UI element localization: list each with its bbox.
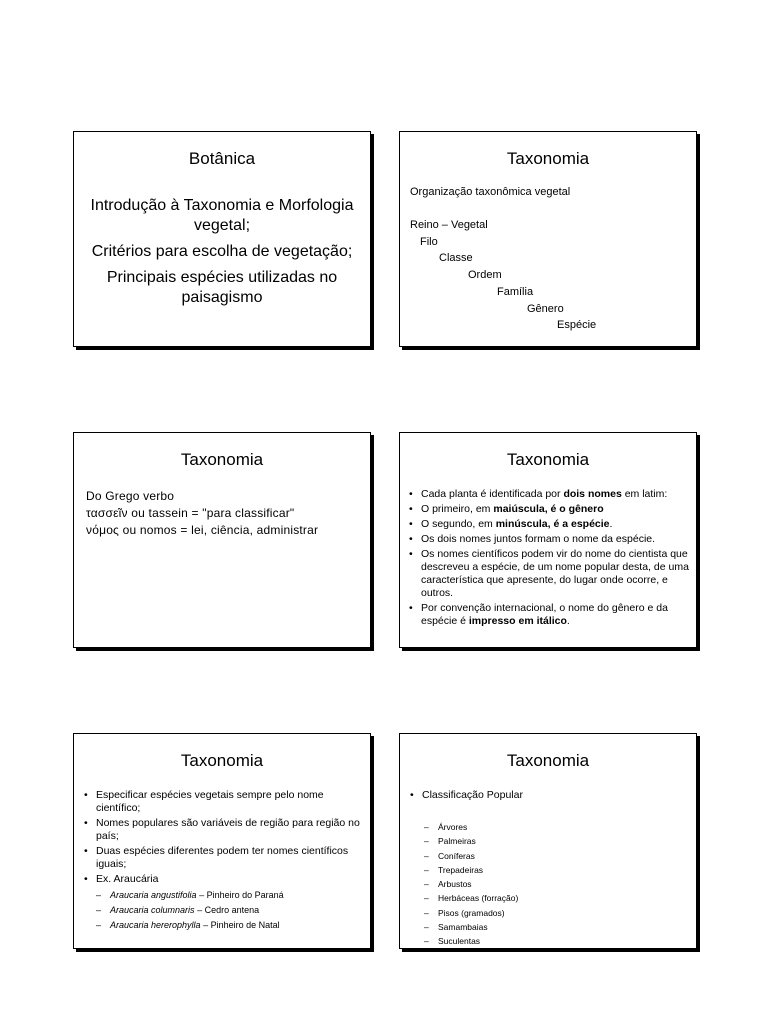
bullet-icon: • — [84, 845, 88, 857]
taxonomy-level: Ordem — [468, 269, 502, 281]
list-item: • O primeiro, em maiúscula, é o gênero — [409, 503, 604, 515]
category-item: – Palmeiras — [424, 834, 518, 848]
list-item: • Classificação Popular — [410, 789, 523, 801]
etymology-line: τασσεῖν ou tassein = "para classificar" — [86, 506, 295, 520]
intro-topics — [82, 196, 362, 314]
example-item: – Araucaria columnaris – Cedro antena — [96, 903, 362, 918]
etymology-line: Do Grego verbo — [86, 489, 175, 503]
list-item: • Cada planta é identificada por dois nomes em latim: — [409, 488, 668, 500]
slide-subtitle: Organização taxonômica vegetal — [410, 186, 571, 198]
dash-icon: – — [424, 879, 429, 890]
slide-etymology — [73, 432, 371, 648]
taxonomy-level: Família — [497, 286, 534, 298]
category-item: – Suculentas — [424, 934, 518, 948]
points-list — [84, 789, 362, 935]
taxonomy-level: Reino – Vegetal — [410, 219, 488, 231]
list-item: • Nomes populares são variáveis de região para região no país; — [84, 817, 360, 842]
bullet-icon: • — [84, 789, 88, 801]
dash-icon: – — [96, 905, 102, 915]
dash-icon: – — [424, 907, 429, 918]
dash-icon: – — [424, 850, 429, 861]
list-item: • Por convenção internacional, o nome do gênero e da espécie é impresso em itálico. — [409, 602, 668, 627]
slide-binomial-rules — [399, 432, 697, 648]
list-item: • Duas espécies diferentes podem ter nomes científicos iguais; — [84, 845, 349, 870]
heading-list — [410, 789, 688, 804]
bullet-icon: • — [409, 533, 413, 545]
slide-botanica — [73, 131, 371, 347]
slide-title: Botânica — [188, 149, 256, 168]
dash-icon: – — [424, 893, 429, 904]
etymology-text — [86, 488, 318, 539]
bullet-icon: • — [409, 503, 413, 515]
topic-line: Critérios para escolha de vegetação; — [91, 243, 353, 260]
category-item: – Samambaias — [424, 920, 518, 934]
dash-icon: – — [96, 890, 102, 900]
bullet-icon: • — [410, 789, 414, 801]
dash-icon: – — [424, 922, 429, 933]
list-item: • Especificar espécies vegetais sempre pelo nome científico; — [84, 789, 324, 814]
example-item: – Araucaria hererophylla – Pinheiro de Natal — [96, 918, 362, 933]
category-item: – Árvores — [424, 820, 518, 834]
example-item: – Araucaria angustifolia – Pinheiro do Paraná — [96, 888, 362, 903]
slide-popular-classification — [399, 733, 697, 949]
taxonomy-level: Filo — [420, 236, 438, 248]
dash-icon: – — [424, 836, 429, 847]
bullet-icon: • — [409, 518, 413, 530]
list-item: • Ex. Araucária – Araucaria angustifolia – Pinheiro do Paraná – Araucaria columnaris – Cedro antena – Araucaria hererophylla – Pinheiro de Natal — [84, 873, 362, 933]
category-item: – Pisos (gramados) — [424, 906, 518, 920]
category-item: – Herbáceas (forração) — [424, 891, 518, 905]
taxonomy-level: Gênero — [527, 303, 564, 315]
topic-line: Principais espécies utilizadas no paisagismo — [106, 269, 338, 306]
dash-icon: – — [424, 936, 429, 947]
slide-title: Taxonomia — [506, 450, 590, 469]
bullet-icon: • — [409, 488, 413, 500]
category-list — [424, 820, 518, 949]
category-item: – Coníferas — [424, 849, 518, 863]
slide-title: Taxonomia — [180, 751, 264, 770]
bullet-icon: • — [84, 873, 88, 885]
slide-scientific-names — [73, 733, 371, 949]
taxonomy-level: Espécie — [557, 319, 597, 331]
example-list — [96, 888, 362, 933]
list-item: • Os dois nomes juntos formam o nome da espécie. — [409, 533, 656, 545]
slide-title: Taxonomia — [506, 149, 590, 168]
dash-icon: – — [96, 920, 102, 930]
slide-title: Taxonomia — [180, 450, 264, 469]
bullet-icon: • — [409, 548, 413, 560]
category-item: – Arbustos — [424, 877, 518, 891]
slide-title: Taxonomia — [506, 751, 590, 770]
list-item: • O segundo, em minúscula, é a espécie. — [409, 518, 613, 530]
etymology-line: νόμος ou nomos = lei, ciência, administrar — [86, 523, 319, 537]
dash-icon: – — [424, 822, 429, 832]
bullet-icon: • — [409, 602, 413, 614]
category-item: – Trepadeiras — [424, 863, 518, 877]
list-item: • Os nomes científicos podem vir do nome do cientista que descreveu a espécie, de um nome popular desta, de uma característica que apresente, do lugar onde ocorre, e outros. — [409, 548, 689, 599]
taxonomy-level: Classe — [439, 252, 473, 264]
bullet-icon: • — [84, 817, 88, 829]
dash-icon: – — [424, 864, 429, 875]
slide-taxonomy-hierarchy — [399, 131, 697, 347]
topic-line: Introdução à Taxonomia e Morfologia vegetal; — [90, 197, 354, 234]
rules-list — [409, 488, 690, 630]
